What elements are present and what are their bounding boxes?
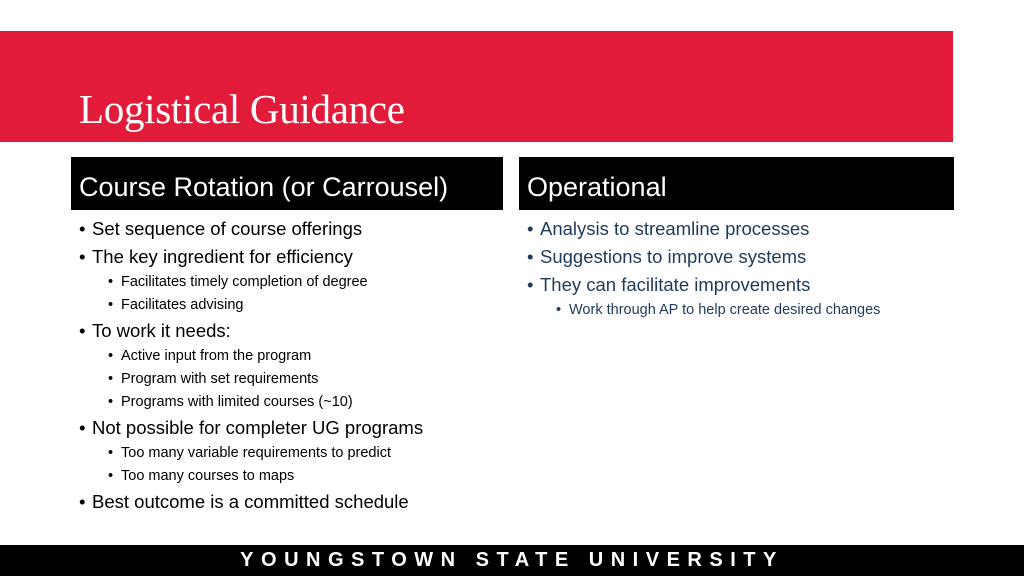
sub-bullet-item: • Active input from the program bbox=[75, 345, 423, 368]
bullet-item: • They can facilitate improvements bbox=[523, 271, 880, 299]
sub-bullet-item: • Too many variable requirements to predict bbox=[75, 442, 423, 465]
right-column-header bbox=[519, 157, 954, 210]
bullet-item: • Suggestions to improve systems bbox=[523, 243, 880, 271]
sub-bullet-item: • Facilitates advising bbox=[75, 294, 423, 317]
sub-bullet-item: • Facilitates timely completion of degree bbox=[75, 271, 423, 294]
bullet-item: • The key ingredient for efficiency bbox=[75, 243, 423, 271]
bullet-item: • To work it needs: bbox=[75, 317, 423, 345]
bullet-item: • Set sequence of course offerings bbox=[75, 215, 423, 243]
right-column-header-text: Operational bbox=[527, 172, 667, 202]
left-column-header bbox=[71, 157, 503, 210]
bullet-item: • Analysis to streamline processes bbox=[523, 215, 880, 243]
sub-bullet-item: • Too many courses to maps bbox=[75, 465, 423, 488]
bullet-item: • Not possible for completer UG programs bbox=[75, 414, 423, 442]
sub-bullet-item: • Program with set requirements bbox=[75, 368, 423, 391]
slide-title: Logistical Guidance bbox=[79, 86, 405, 132]
sub-bullet-item: • Work through AP to help create desired changes bbox=[523, 299, 880, 322]
sub-bullet-item: • Programs with limited courses (~10) bbox=[75, 391, 423, 414]
left-column-header-text: Course Rotation (or Carrousel) bbox=[79, 172, 449, 202]
title-band bbox=[0, 31, 953, 142]
left-bullet-list bbox=[75, 215, 423, 516]
footer-banner bbox=[0, 545, 1024, 576]
right-bullet-list bbox=[523, 215, 880, 322]
footer-university-name: YOUNGSTOWN STATE UNIVERSITY bbox=[240, 549, 784, 571]
bullet-item: • Best outcome is a committed schedule bbox=[75, 488, 423, 516]
